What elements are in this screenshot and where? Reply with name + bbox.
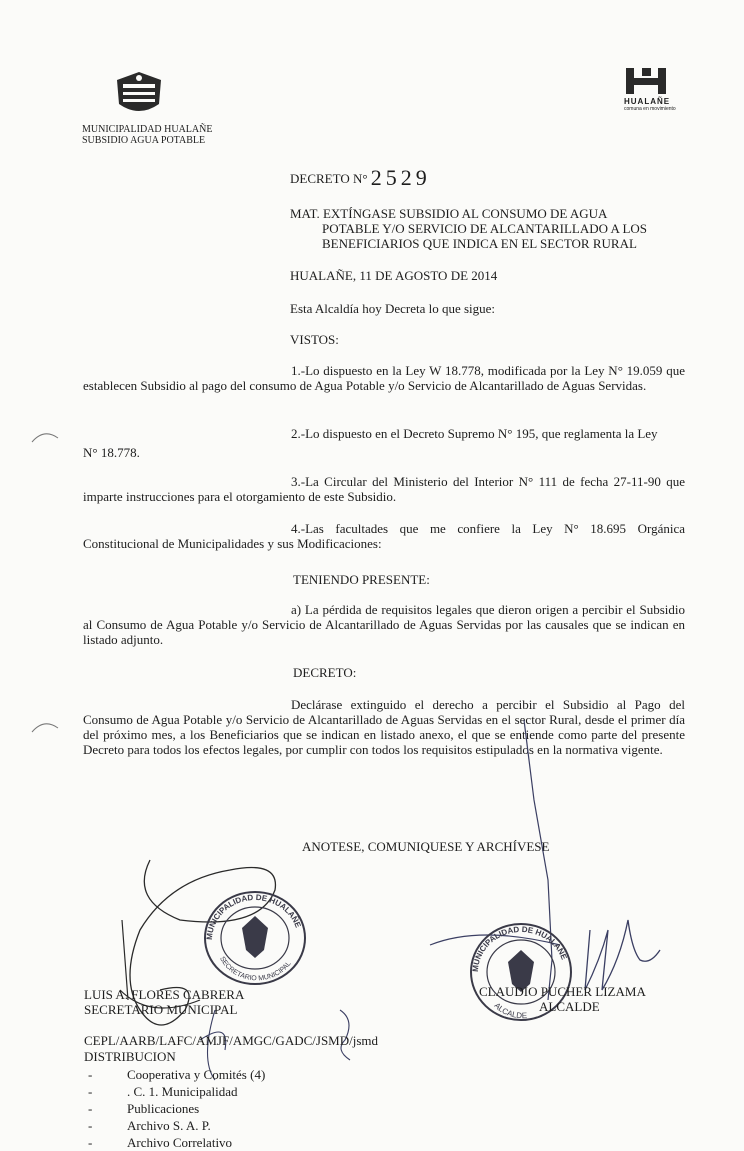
signer-right-title: ALCALDE [539, 999, 600, 1014]
decree-intro: Esta Alcaldía hoy Decreta lo que sigue: [290, 301, 496, 316]
list-item: - Archivo S. A. P. [88, 1117, 265, 1134]
list-item: - Publicaciones [88, 1100, 265, 1117]
subject-line-2: POTABLE Y/O SERVICIO DE ALCANTARILLADO A LOS [322, 221, 648, 236]
decree-label: DECRETO N° [290, 171, 368, 186]
subject-line-1: MAT. EXTÍNGASE SUBSIDIO AL CONSUMO DE AGUA [290, 206, 608, 221]
distribution-list [88, 1066, 265, 1151]
reference-initials: CEPL/AARB/LAFC/AMJF/AMGC/GADC/JSMD/jsmd [84, 1033, 379, 1048]
signer-left-name: LUIS A. FLORES CABRERA [84, 987, 245, 1002]
stamp-left-bottom-text: SECRETARIO MUNICIPAL [218, 955, 293, 983]
teniendo-item-a: a) La pérdida de requisitos legales que dieron origen a percibir el Subsidio al Consumo de Agua Potable y/o Servicio de Alcantarillado de Aguas Servidas por las causales que se indican en listado adjunto. [83, 602, 685, 647]
vistos-heading: VISTOS: [290, 332, 339, 347]
stamp-right-top-text: MUNICIPALIDAD DE HUALAÑE [470, 924, 569, 973]
stamp-right-bottom-text: ALCALDE [492, 1000, 528, 1021]
list-item: - . C. 1. Municipalidad [88, 1083, 265, 1100]
decree-number: 2529 [370, 165, 431, 190]
place-date: HUALAÑE, 11 DE AGOSTO DE 2014 [290, 268, 498, 283]
distribution-heading: DISTRIBUCION [84, 1049, 176, 1064]
signer-left [84, 987, 244, 1017]
list-item: - Archivo Correlativo [88, 1134, 265, 1151]
vistos-item-2-cont: N° 18.778. [83, 445, 140, 460]
vistos-item-2: 2.-Lo dispuesto en el Decreto Supremo N° 195, que reglamenta la Ley [291, 426, 658, 441]
stamp-left-top-text: MUNICIPALIDAD DE HUALAÑE [204, 892, 303, 941]
vistos-item-3: 3.-La Circular del Ministerio del Interior N° 111 de fecha 27-11-90 que imparte instrucciones para el otorgamiento de este Subsidio. [83, 474, 685, 504]
signer-left-title: SECRETARIO MUNICIPAL [84, 1002, 238, 1017]
decreto-body: Declárase extinguido el derecho a percibir el Subsidio al Pago del Consumo de Agua Potable y/o Servicio de Alcantarillado de Aguas Servidas en el sector Rural, desde el primer día del próximo mes, a los Beneficiarios que se indican en listado anexo, el que se entiende como parte del presente Decreto para todos los efectos legales, por cumplir con todos los requisitos estipulados en la normativa vigente. [83, 697, 685, 757]
punch-hole-mark [30, 428, 60, 448]
list-item: - Cooperativa y Comités (4) [88, 1066, 265, 1083]
vistos-item-4: 4.-Las facultades que me confiere la Ley N° 18.695 Orgánica Constitucional de Municipalidades y sus Modificaciones: [83, 521, 685, 551]
teniendo-heading: TENIENDO PRESENTE: [293, 572, 430, 587]
vistos-item-1: 1.-Lo dispuesto en la Ley W 18.778, modificada por la Ley N° 19.059 que establecen Subsidio al pago del consumo de Agua Potable y/o Servicio de Alcantarillado de Aguas Servidas. [83, 363, 685, 393]
logo-right-subtext: comuna en movimiento [624, 106, 676, 112]
signer-right [479, 984, 646, 1014]
punch-hole-mark [30, 718, 60, 738]
closing-formula: ANOTESE, COMUNIQUESE Y ARCHÍVESE [302, 839, 550, 854]
department-name: SUBSIDIO AGUA POTABLE [82, 135, 206, 146]
signer-right-name: CLAUDIO PUCHER LIZAMA [479, 984, 646, 999]
municipality-name: MUNICIPALIDAD HUALAÑE [82, 124, 213, 135]
decreto-heading: DECRETO: [293, 665, 357, 680]
subject-line-3: BENEFICIARIOS QUE INDICA EN EL SECTOR RURAL [322, 236, 637, 251]
stamp-secretario [200, 888, 310, 988]
logo-right-text: HUALAÑE [624, 97, 671, 106]
